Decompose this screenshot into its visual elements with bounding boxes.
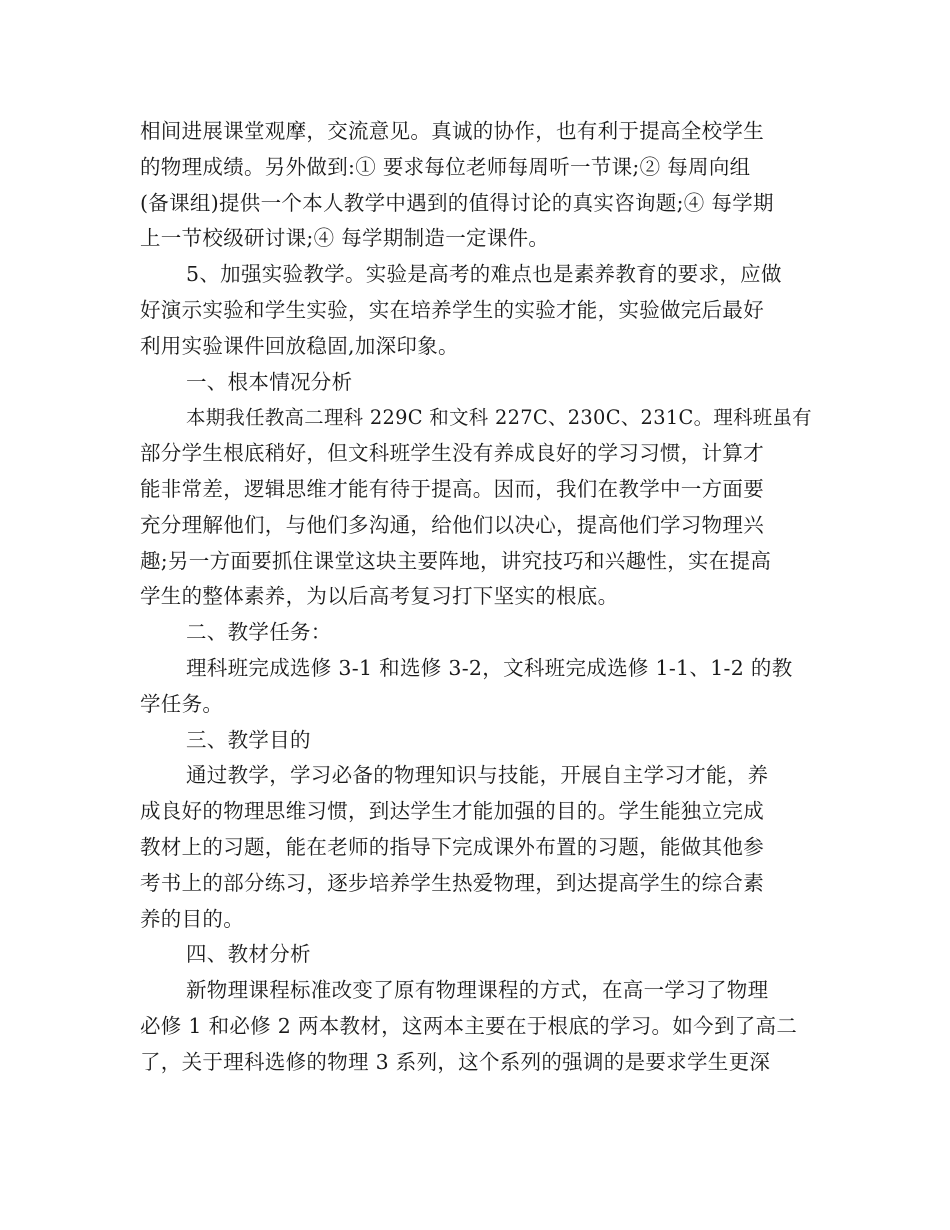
text-line: 教材上的习题，能在老师的指导下完成课外布置的习题，能做其他参	[140, 834, 764, 859]
text-line: 5、加强实验教学。实验是高考的难点也是素养教育的要求，应做	[186, 262, 782, 287]
text-line: 了，关于理科选修的物理 3 系列，这个系列的强调的是要求学生更深	[140, 1049, 771, 1074]
text-line: 理科班完成选修 3-1 和选修 3-2，文科班完成选修 1-1、1-2 的教	[186, 655, 793, 680]
text-line: (备课组)提供一个本人教学中遇到的值得讨论的真实咨询题;④ 每学期	[140, 190, 774, 215]
text-line: 三、教学目的	[186, 727, 311, 752]
text-line: 充分理解他们，与他们多沟通，给他们以决心，提高他们学习物理兴	[140, 512, 764, 537]
text-line: 本期我任教高二理科 229C 和文科 227C、230C、231C。理科班虽有	[186, 406, 812, 430]
text-line: 考书上的部分练习，逐步培养学生热爱物理，到达提高学生的综合素	[140, 870, 764, 895]
text-line: 部分学生根底稍好，但文科班学生没有养成良好的学习习惯，计算才	[140, 441, 764, 466]
text-line: 的物理成绩。另外做到:① 要求每位老师每周听一节课;② 每周向组	[140, 154, 751, 179]
text-line: 养的目的。	[140, 906, 244, 931]
text-line: 必修 1 和必修 2 两本教材，这两本主要在于根底的学习。如今到了高二	[140, 1013, 798, 1038]
text-line: 四、教材分析	[186, 942, 311, 967]
text-line: 趣;另一方面要抓住课堂这块主要阵地，讲究技巧和兴趣性，实在提高	[140, 548, 772, 573]
text-line: 学生的整体素养，为以后高考复习打下坚实的根底。	[140, 584, 619, 609]
text-line: 成良好的物理思维习惯，到达学生才能加强的目的。学生能独立完成	[140, 799, 764, 824]
document-body	[140, 114, 812, 1081]
text-line: 利用实验课件回放稳固,加深印象。	[140, 333, 459, 358]
text-line: 通过教学，学习必备的物理知识与技能，开展自主学习才能，养	[186, 763, 769, 788]
text-line: 二、教学任务：	[186, 620, 332, 645]
text-line: 相间进展课堂观摩，交流意见。真诚的协作，也有利于提高全校学生	[140, 119, 764, 143]
text-line: 新物理课程标准改变了原有物理课程的方式，在高一学习了物理	[186, 978, 769, 1003]
text-line: 上一节校级研讨课;④ 每学期制造一定课件。	[140, 226, 550, 251]
text-line: 能非常差，逻辑思维才能有待于提高。因而，我们在教学中一方面要	[140, 476, 764, 501]
text-line: 学任务。	[140, 691, 224, 716]
text-line: 一、根本情况分析	[186, 369, 353, 394]
text-line: 好演示实验和学生实验，实在培养学生的实验才能，实验做完后最好	[140, 297, 764, 322]
